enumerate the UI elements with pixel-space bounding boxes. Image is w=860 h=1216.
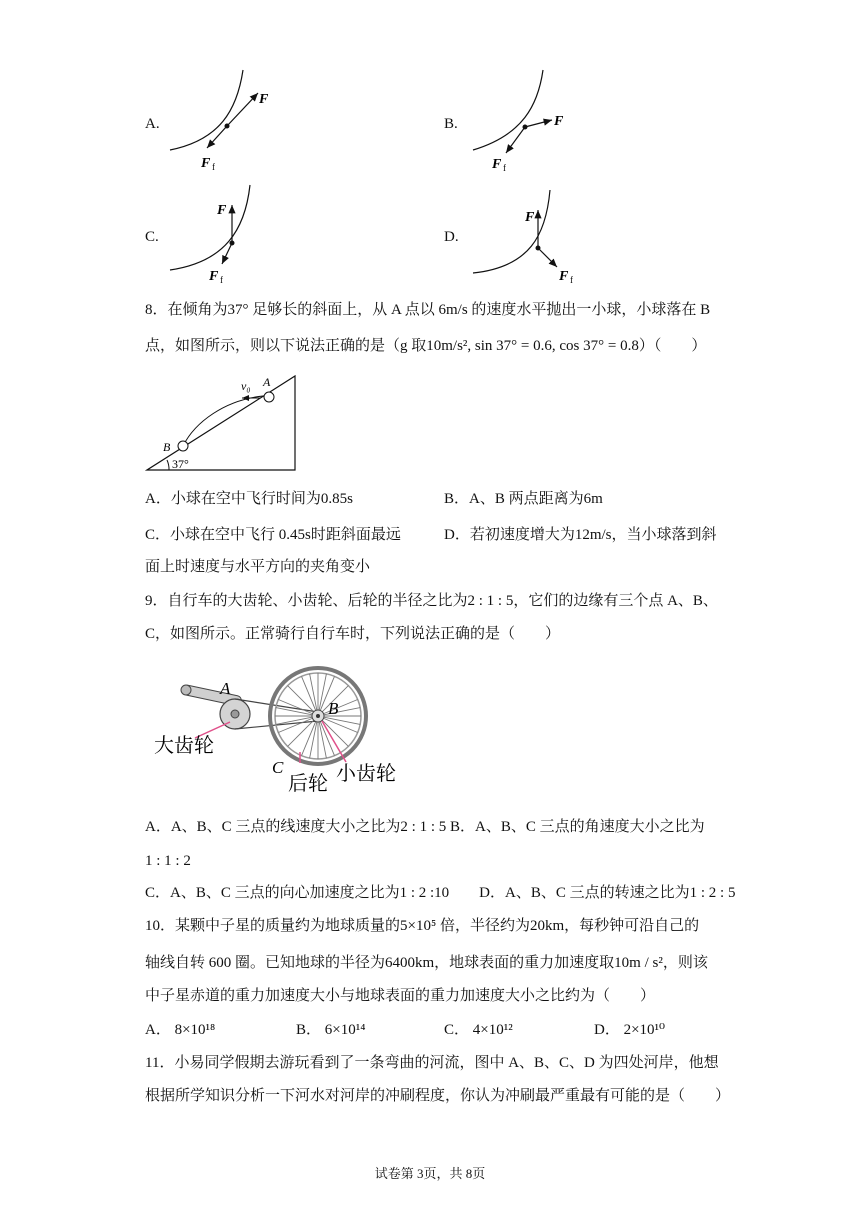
q8-stem-line1: 8．在倾角为37° 足够长的斜面上，从 A 点以 6m/s 的速度水平抛出一小球，小球落在 B xyxy=(145,302,711,318)
figure-7a xyxy=(165,65,285,175)
q9-option-cd[interactable]: C．A、B、C 三点的向心加速度之比为1 : 2 :10 D．A、B、C 三点的转速之比为1 : 2 : 5 xyxy=(145,885,736,901)
option-c-label[interactable]: C. xyxy=(145,229,159,245)
q10-option-b[interactable]: B． 6×10¹⁴ xyxy=(296,1022,366,1038)
q10-stem-line3: 中子星赤道的重力加速度大小与地球表面的重力加速度大小之比约为（ ） xyxy=(145,988,656,1004)
small-gear-label: 小齿轮 xyxy=(336,763,396,785)
option-a-label[interactable]: A. xyxy=(145,116,160,132)
option-b-label[interactable]: B. xyxy=(444,116,458,132)
q11-stem-line1: 11．小易同学假期去游玩看到了一条弯曲的河流，图中 A、B、C、D 为四处河岸，他想 xyxy=(145,1055,719,1071)
rear-wheel-label: 后轮 xyxy=(288,773,328,795)
q10-stem-line2: 轴线自转 600 圈。已知地球的半径为6400km，地球表面的重力加速度取10m / s²，则该 xyxy=(145,955,708,971)
ball-a xyxy=(264,392,274,402)
q8-option-d[interactable]: D．若初速度增大为12m/s，当小球落到斜 xyxy=(444,527,717,543)
q10-option-a[interactable]: A． 8×10¹⁸ xyxy=(145,1022,216,1038)
svg-text:F: F xyxy=(209,269,219,284)
page-footer: 试卷第 3页，共 8页 xyxy=(374,1166,486,1181)
figure-8-incline xyxy=(145,372,305,477)
friction-arrow xyxy=(207,126,227,148)
figure-7d xyxy=(468,185,598,290)
q10-option-c[interactable]: C． 4×10¹² xyxy=(444,1022,513,1038)
q8-stem-line2: 点，如图所示，则以下说法正确的是（g 取10m/s², sin 37° = 0.6, cos 37° = 0.8）（ ） xyxy=(145,338,707,354)
q8-option-b[interactable]: B．A、B 两点距离为6m xyxy=(444,491,603,507)
q9-option-b-cont: 1 : 1 : 2 xyxy=(145,853,191,869)
q8-option-d-cont: 面上时速度与水平方向的夹角变小 xyxy=(145,559,371,575)
angle-label: 37° xyxy=(172,457,189,471)
v0-label: v₀ xyxy=(241,379,251,393)
svg-text:f: f xyxy=(220,275,223,285)
q9-stem-line2: C，如图所示。正常骑行自行车时，下列说法正确的是（ ） xyxy=(145,626,561,642)
trajectory-curve xyxy=(170,70,243,150)
point-a-label: A xyxy=(220,679,231,698)
point-b-label: B xyxy=(163,440,171,454)
force-arrow xyxy=(227,93,258,126)
svg-text:F: F xyxy=(554,114,564,129)
q11-stem-line2: 根据所学知识分析一下河水对河岸的冲刷程度，你认为冲刷最严重最有可能的是（ ） xyxy=(145,1088,731,1104)
figure-7b xyxy=(468,65,588,175)
q9-option-ab[interactable]: A．A、B、C 三点的线速度大小之比为2 : 1 : 5 B．A、B、C 三点的角速度大小之比为 xyxy=(145,819,705,835)
pedal xyxy=(181,685,191,695)
ball-b xyxy=(178,441,188,451)
svg-text:F: F xyxy=(559,269,569,284)
svg-text:f: f xyxy=(503,163,506,173)
option-d-label[interactable]: D. xyxy=(444,229,459,245)
point-c-label: C xyxy=(272,758,284,777)
point-b-label: B xyxy=(328,699,339,718)
svg-text:F: F xyxy=(525,210,535,225)
point-a-label: A xyxy=(263,375,271,389)
figure-7c xyxy=(165,180,285,290)
figure-9-bicycle xyxy=(150,660,410,800)
q9-stem-line1: 9．自行车的大齿轮、小齿轮、后轮的半径之比为2 : 1 : 5，它们的边缘有三个点 A、B、 xyxy=(145,593,718,609)
force-label: F xyxy=(259,92,269,107)
friction-label: F xyxy=(201,156,211,171)
friction-subscript: f xyxy=(212,162,215,172)
svg-text:F: F xyxy=(492,157,502,172)
incline xyxy=(147,376,295,470)
angle-arc xyxy=(167,460,169,470)
big-gear-label: 大齿轮 xyxy=(154,735,214,757)
q8-option-c[interactable]: C．小球在空中飞行 0.45s时距斜面最远 xyxy=(145,527,401,543)
q10-stem-line1: 10．某颗中子星的质量约为地球质量的5×10⁵ 倍，半径约为20km，每秒钟可沿自己的 xyxy=(145,918,700,934)
q10-option-d[interactable]: D． 2×10¹⁰ xyxy=(594,1022,666,1038)
svg-text:F: F xyxy=(217,203,227,218)
svg-text:f: f xyxy=(570,275,573,285)
q8-option-a[interactable]: A．小球在空中飞行时间为0.85s xyxy=(145,491,353,507)
